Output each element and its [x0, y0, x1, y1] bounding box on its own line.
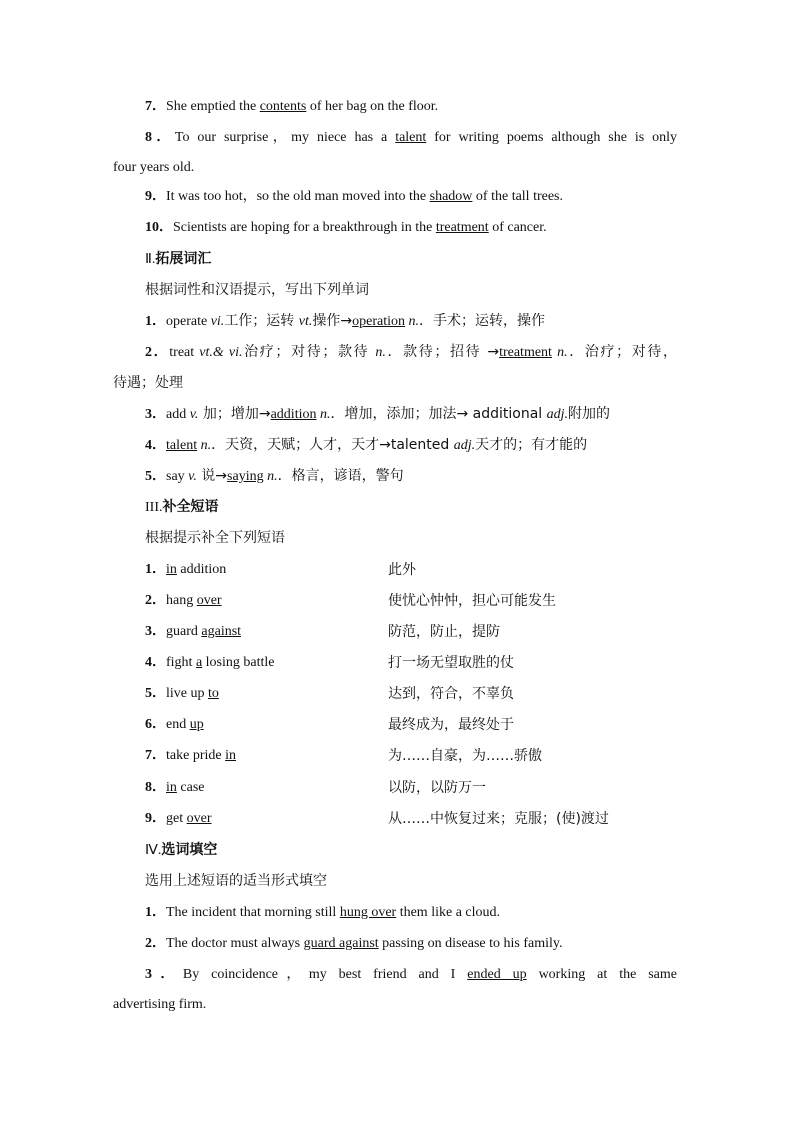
answer-blank: up	[189, 717, 204, 732]
phrase-item-7: 7．take pride in 为……自豪，为……骄傲	[145, 748, 542, 764]
answer-blank: treatment	[435, 220, 489, 235]
phrase-item-3: 3．guard against 防范，防止，提防	[145, 624, 500, 640]
sentence-8-continued: four years old.	[113, 160, 195, 175]
answer-blank: treatment	[499, 345, 552, 360]
sentence-9: 9．It was too hot，so the old man moved into the shadow of the tall trees.	[145, 189, 563, 204]
answer-blank: operation	[352, 314, 405, 329]
fill-item-2: 2．The doctor must always guard against passing on disease to his family.	[145, 936, 563, 951]
phrase-meaning: 从……中恢复过来；克服；(使)渡过	[388, 811, 609, 827]
phrase-meaning: 达到，符合，不辜负	[388, 686, 514, 702]
answer-blank: in	[225, 748, 236, 763]
answer-blank: contents	[259, 99, 307, 114]
vocab-item-2: 2．treat vt.& vi.治疗；对待；款待 n.．款待；招待 →treatment n.．治疗；对待，	[145, 344, 678, 360]
phrase-item-6: 6．end up 最终成为，最终处于	[145, 717, 514, 733]
vocab-item-2-continued: 待遇；处理	[113, 375, 183, 391]
vocab-item-5: 5．say v. 说→saying n.．格言，谚语，警句	[145, 468, 404, 484]
sentence-7: 7．She emptied the contents of her bag on the floor.	[145, 99, 439, 114]
phrase-item-2: 2．hang over 使忧心忡忡，担心可能发生	[145, 593, 556, 609]
answer-blank: hung over	[339, 905, 397, 920]
vocab-item-4: 4．talent n.．天资，天赋；人才，天才→talented adj.天才的；有才能的	[145, 437, 588, 453]
phrase-item-1: 1．in addition 此外	[145, 562, 416, 578]
item-number: 8．	[145, 130, 175, 145]
answer-blank: saying	[227, 469, 264, 484]
item-number: 7．	[145, 99, 166, 114]
sentence-10: 10．Scientists are hoping for a breakthrough in the treatment of cancer.	[145, 220, 547, 235]
section-instruction-2: 根据词性和汉语提示，写出下列单词	[145, 282, 369, 298]
sentence-8: 8．To our surprise，my niece has a talent for writing poems although she is only	[145, 130, 678, 145]
phrase-meaning: 防范，防止，提防	[388, 624, 500, 640]
vocab-item-3: 3．add v. 加；增加→addition n.．增加，添加；加法→ additional adj.附加的	[145, 406, 611, 422]
phrase-meaning: 以防，以防万一	[388, 780, 486, 796]
phrase-item-8: 8．in case 以防，以防万一	[145, 780, 486, 796]
item-number: 9．	[145, 189, 166, 204]
section-heading-2: Ⅱ.拓展词汇	[145, 251, 212, 267]
answer-blank: shadow	[429, 189, 473, 204]
answer-blank: talent	[166, 438, 198, 453]
fill-item-1: 1．The incident that morning still hung over them like a cloud.	[145, 905, 501, 920]
section-instruction-3: 根据提示补全下列短语	[145, 530, 285, 546]
item-number: 10．	[145, 220, 173, 235]
answer-blank: addition	[270, 407, 317, 422]
section-instruction-4: 选用上述短语的适当形式填空	[145, 873, 327, 889]
answer-blank: guard against	[303, 936, 379, 951]
answer-blank: in	[166, 562, 177, 577]
phrase-item-4: 4．fight a losing battle 打一场无望取胜的仗	[145, 655, 514, 671]
fill-item-3-continued: advertising firm.	[113, 997, 207, 1012]
phrase-meaning: 此外	[388, 562, 416, 578]
phrase-meaning: 打一场无望取胜的仗	[388, 655, 514, 671]
phrase-meaning: 最终成为，最终处于	[388, 717, 514, 733]
answer-blank: to	[208, 686, 219, 701]
phrase-meaning: 使忧心忡忡，担心可能发生	[388, 593, 556, 609]
section-heading-3: III.补全短语	[145, 499, 219, 515]
phrase-item-5: 5．live up to 达到，符合，不辜负	[145, 686, 514, 702]
answer-blank: against	[201, 624, 242, 639]
answer-blank: over	[186, 811, 212, 826]
answer-blank: ended up	[467, 967, 527, 982]
answer-blank: over	[196, 593, 222, 608]
vocab-item-1: 1．operate vi.工作；运转 vt.操作→operation n.．手术；运转，操作	[145, 313, 545, 329]
fill-item-3: 3．By coincidence，my best friend and I ended up working at the same	[145, 967, 678, 982]
section-heading-4: Ⅳ.选词填空	[145, 842, 218, 858]
answer-blank: in	[166, 780, 177, 795]
phrase-item-9: 9．get over 从……中恢复过来；克服；(使)渡过	[145, 811, 609, 827]
phrase-meaning: 为……自豪，为……骄傲	[388, 748, 542, 764]
answer-blank: talent	[395, 130, 427, 145]
answer-blank: a	[195, 655, 203, 670]
